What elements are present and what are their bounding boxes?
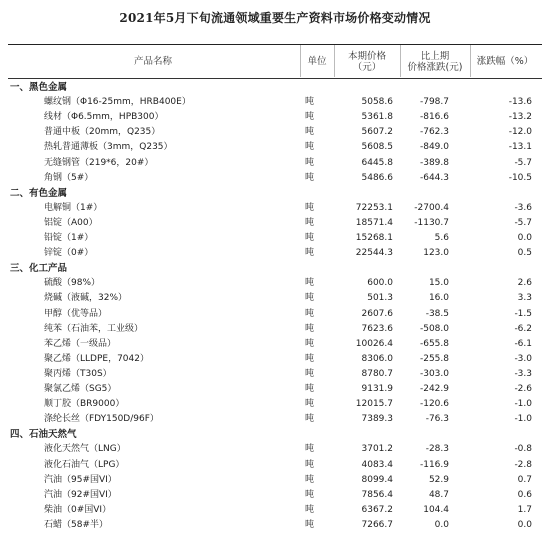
product-name: 汽油（95#国VI） xyxy=(44,474,117,485)
section-row xyxy=(8,261,542,276)
pct-cell: -13.6 xyxy=(508,97,532,108)
product-name: 电解铜（1#） xyxy=(44,202,103,213)
header-unit: 单位 xyxy=(307,56,327,67)
price-cell: 2607.6 xyxy=(361,308,393,319)
pct-cell: -10.5 xyxy=(508,172,532,183)
price-cell: 9131.9 xyxy=(361,384,393,394)
change-cell: -120.6 xyxy=(419,399,449,410)
table-row xyxy=(8,140,542,155)
unit-cell: 吨 xyxy=(305,308,315,319)
change-cell: -242.9 xyxy=(419,384,449,394)
pct-cell: -1.0 xyxy=(514,414,532,425)
header-pct: 涨跌幅（%） xyxy=(476,56,534,67)
pct-cell: 0.7 xyxy=(517,474,532,485)
unit-cell: 吨 xyxy=(305,504,315,515)
product-name: 铅锭（1#） xyxy=(44,233,94,243)
section-row xyxy=(8,427,542,442)
header-change-line1: 比上期 xyxy=(420,51,450,62)
unit-cell: 吨 xyxy=(305,399,315,410)
change-cell: -849.0 xyxy=(419,142,449,153)
price-cell: 5058.6 xyxy=(361,97,393,108)
pct-cell: -2.6 xyxy=(514,384,532,394)
change-cell: 16.0 xyxy=(428,293,449,304)
change-cell: -38.5 xyxy=(425,308,449,319)
pct-cell: -0.8 xyxy=(514,444,532,455)
unit-cell: 吨 xyxy=(305,233,315,243)
table-row xyxy=(8,171,542,186)
price-cell: 7623.6 xyxy=(361,323,393,334)
pct-cell: -6.2 xyxy=(514,323,532,334)
product-name: 聚丙烯（T30S） xyxy=(44,368,112,379)
unit-cell: 吨 xyxy=(305,202,315,213)
price-cell: 600.0 xyxy=(367,278,393,289)
pct-cell: -13.1 xyxy=(508,142,532,153)
unit-cell: 吨 xyxy=(305,519,315,530)
section-row xyxy=(8,186,542,201)
table-row xyxy=(8,397,542,412)
table-row xyxy=(8,458,542,473)
table-row xyxy=(8,246,542,261)
table-row xyxy=(8,216,542,231)
header-price-line1: 本期价格 xyxy=(347,51,386,62)
table-row xyxy=(8,442,542,457)
change-cell: -255.8 xyxy=(419,353,449,364)
section-row xyxy=(8,80,542,95)
price-cell: 5361.8 xyxy=(361,112,393,123)
price-cell: 3701.2 xyxy=(361,444,393,455)
section-title: 三、化工产品 xyxy=(10,263,68,275)
pct-cell: -3.3 xyxy=(514,368,532,379)
table-row xyxy=(8,322,542,337)
change-cell: -508.0 xyxy=(419,323,449,334)
price-cell: 8099.4 xyxy=(361,474,393,485)
change-cell: -28.3 xyxy=(425,444,449,455)
price-cell: 501.3 xyxy=(367,293,393,304)
section-title: 一、黑色金属 xyxy=(10,82,68,93)
unit-cell: 吨 xyxy=(305,127,315,138)
table-row xyxy=(8,201,542,216)
change-cell: 123.0 xyxy=(423,248,449,259)
price-cell: 12015.7 xyxy=(355,399,393,410)
page-title: 2021年5月下旬流通领域重要生产资料市场价格变动情况 xyxy=(119,11,431,25)
pct-cell: -13.2 xyxy=(508,112,532,123)
pct-cell: -6.1 xyxy=(514,338,532,349)
change-cell: -798.7 xyxy=(419,97,449,108)
table-top-rule xyxy=(8,44,542,45)
price-cell: 5608.5 xyxy=(361,142,393,153)
unit-cell: 吨 xyxy=(305,323,315,334)
price-cell: 18571.4 xyxy=(355,217,393,228)
unit-cell: 吨 xyxy=(305,353,315,364)
price-cell: 6367.2 xyxy=(361,504,393,515)
product-name: 顺丁胶（BR9000） xyxy=(44,399,125,410)
pct-cell: 1.7 xyxy=(517,504,532,515)
price-cell: 4083.4 xyxy=(361,459,393,470)
product-name: 锌锭（0#） xyxy=(44,248,94,259)
change-cell: -303.0 xyxy=(419,368,449,379)
table-row xyxy=(8,503,542,518)
change-cell: 15.0 xyxy=(428,278,449,289)
product-name: 涤纶长丝（FDY150D/96F） xyxy=(44,414,159,425)
pct-cell: -1.5 xyxy=(514,308,532,319)
product-name: 线材（Φ6.5mm，HPB300） xyxy=(44,112,164,123)
change-cell: 0.0 xyxy=(434,519,449,530)
header-name: 产品名称 xyxy=(133,56,172,67)
table-row xyxy=(8,352,542,367)
price-cell: 8780.7 xyxy=(361,368,393,379)
pct-cell: -3.6 xyxy=(514,202,532,213)
header-bottom-rule xyxy=(8,78,542,79)
change-cell: -1130.7 xyxy=(414,217,449,228)
price-cell: 15268.1 xyxy=(355,233,393,243)
product-name: 烧碱（液碱，32%） xyxy=(44,293,128,304)
table-row xyxy=(8,488,542,503)
table-row xyxy=(8,125,542,140)
pct-cell: -2.8 xyxy=(514,459,532,470)
pct-cell: 0.6 xyxy=(517,489,532,500)
unit-cell: 吨 xyxy=(305,142,315,153)
table-row xyxy=(8,291,542,306)
table-row xyxy=(8,367,542,382)
header-change-line2: 价格涨跌(元) xyxy=(407,62,463,73)
table-row xyxy=(8,382,542,397)
change-cell: 104.4 xyxy=(423,504,449,515)
unit-cell: 吨 xyxy=(305,368,315,379)
pct-cell: -5.7 xyxy=(514,217,532,228)
product-name: 石蜡（58#半） xyxy=(44,519,108,530)
unit-cell: 吨 xyxy=(305,172,315,183)
product-name: 甲醇（优等品） xyxy=(44,308,108,319)
change-cell: -76.3 xyxy=(425,414,449,425)
pct-cell: 3.3 xyxy=(517,293,532,304)
product-name: 聚氯乙烯（SG5） xyxy=(44,384,117,394)
pct-cell: -3.0 xyxy=(514,353,532,364)
header-price-line2: （元） xyxy=(352,62,382,73)
change-cell: -655.8 xyxy=(419,338,449,349)
change-cell: 48.7 xyxy=(428,489,449,500)
pct-cell: -12.0 xyxy=(508,127,532,138)
price-cell: 22544.3 xyxy=(355,248,393,259)
pct-cell: 0.0 xyxy=(517,233,532,243)
pct-cell: -5.7 xyxy=(514,157,532,168)
unit-cell: 吨 xyxy=(305,338,315,349)
price-cell: 7856.4 xyxy=(361,489,393,500)
product-name: 液化石油气（LPG） xyxy=(44,459,125,470)
pct-cell: 2.6 xyxy=(517,278,532,289)
table-row xyxy=(8,110,542,125)
product-name: 无缝钢管（219*6，20#） xyxy=(44,157,154,168)
table-row xyxy=(8,412,542,427)
section-title: 二、有色金属 xyxy=(10,187,68,199)
product-name: 角钢（5#） xyxy=(44,172,94,183)
unit-cell: 吨 xyxy=(305,384,315,394)
product-name: 液化天然气（LNG） xyxy=(44,444,126,455)
change-cell: -816.6 xyxy=(419,112,449,123)
table-row xyxy=(8,337,542,352)
price-cell: 72253.1 xyxy=(355,202,393,213)
price-cell: 7266.7 xyxy=(361,519,393,530)
pct-cell: 0.0 xyxy=(517,519,532,530)
product-name: 柴油（0#国VI） xyxy=(44,504,112,515)
pct-cell: 0.5 xyxy=(517,248,532,259)
pct-cell: -1.0 xyxy=(514,399,532,410)
table-row xyxy=(8,276,542,291)
product-name: 热轧普通薄板（3mm，Q235） xyxy=(44,142,173,153)
product-name: 聚乙烯（LLDPE，7042） xyxy=(44,353,149,364)
product-name: 纯苯（石油苯，工业级） xyxy=(44,323,144,334)
unit-cell: 吨 xyxy=(305,97,315,108)
header-price xyxy=(334,51,400,73)
header-change xyxy=(400,51,470,73)
product-name: 普通中板（20mm，Q235） xyxy=(44,127,161,138)
change-cell: -762.3 xyxy=(419,127,449,138)
table-row xyxy=(8,156,542,171)
change-cell: 5.6 xyxy=(434,233,449,243)
unit-cell: 吨 xyxy=(305,157,315,168)
unit-cell: 吨 xyxy=(305,278,315,289)
table-row xyxy=(8,518,542,533)
unit-cell: 吨 xyxy=(305,112,315,123)
price-cell: 10026.4 xyxy=(355,338,393,349)
unit-cell: 吨 xyxy=(305,248,315,259)
unit-cell: 吨 xyxy=(305,293,315,304)
unit-cell: 吨 xyxy=(305,489,315,500)
table-row xyxy=(8,231,542,246)
unit-cell: 吨 xyxy=(305,474,315,485)
change-cell: -2700.4 xyxy=(414,202,449,213)
product-name: 螺纹钢（Φ16-25mm，HRB400E） xyxy=(44,97,191,108)
change-cell: -116.9 xyxy=(419,459,449,470)
table-row xyxy=(8,307,542,322)
product-name: 汽油（92#国VI） xyxy=(44,489,117,500)
unit-cell: 吨 xyxy=(305,459,315,470)
unit-cell: 吨 xyxy=(305,217,315,228)
price-cell: 6445.8 xyxy=(361,157,393,168)
change-cell: 52.9 xyxy=(428,474,449,485)
price-cell: 8306.0 xyxy=(361,353,393,364)
unit-cell: 吨 xyxy=(305,444,315,455)
change-cell: -644.3 xyxy=(419,172,449,183)
product-name: 硫酸（98%） xyxy=(44,278,101,289)
change-cell: -389.8 xyxy=(419,157,449,168)
price-cell: 7389.3 xyxy=(361,414,393,425)
unit-cell: 吨 xyxy=(305,414,315,425)
price-cell: 5486.6 xyxy=(361,172,393,183)
table-row xyxy=(8,473,542,488)
table-row xyxy=(8,95,542,110)
product-name: 铝锭（A00） xyxy=(44,217,98,228)
product-name: 苯乙烯（一级品） xyxy=(44,338,117,349)
price-cell: 5607.2 xyxy=(361,127,393,138)
section-title: 四、石油天然气 xyxy=(10,429,77,441)
